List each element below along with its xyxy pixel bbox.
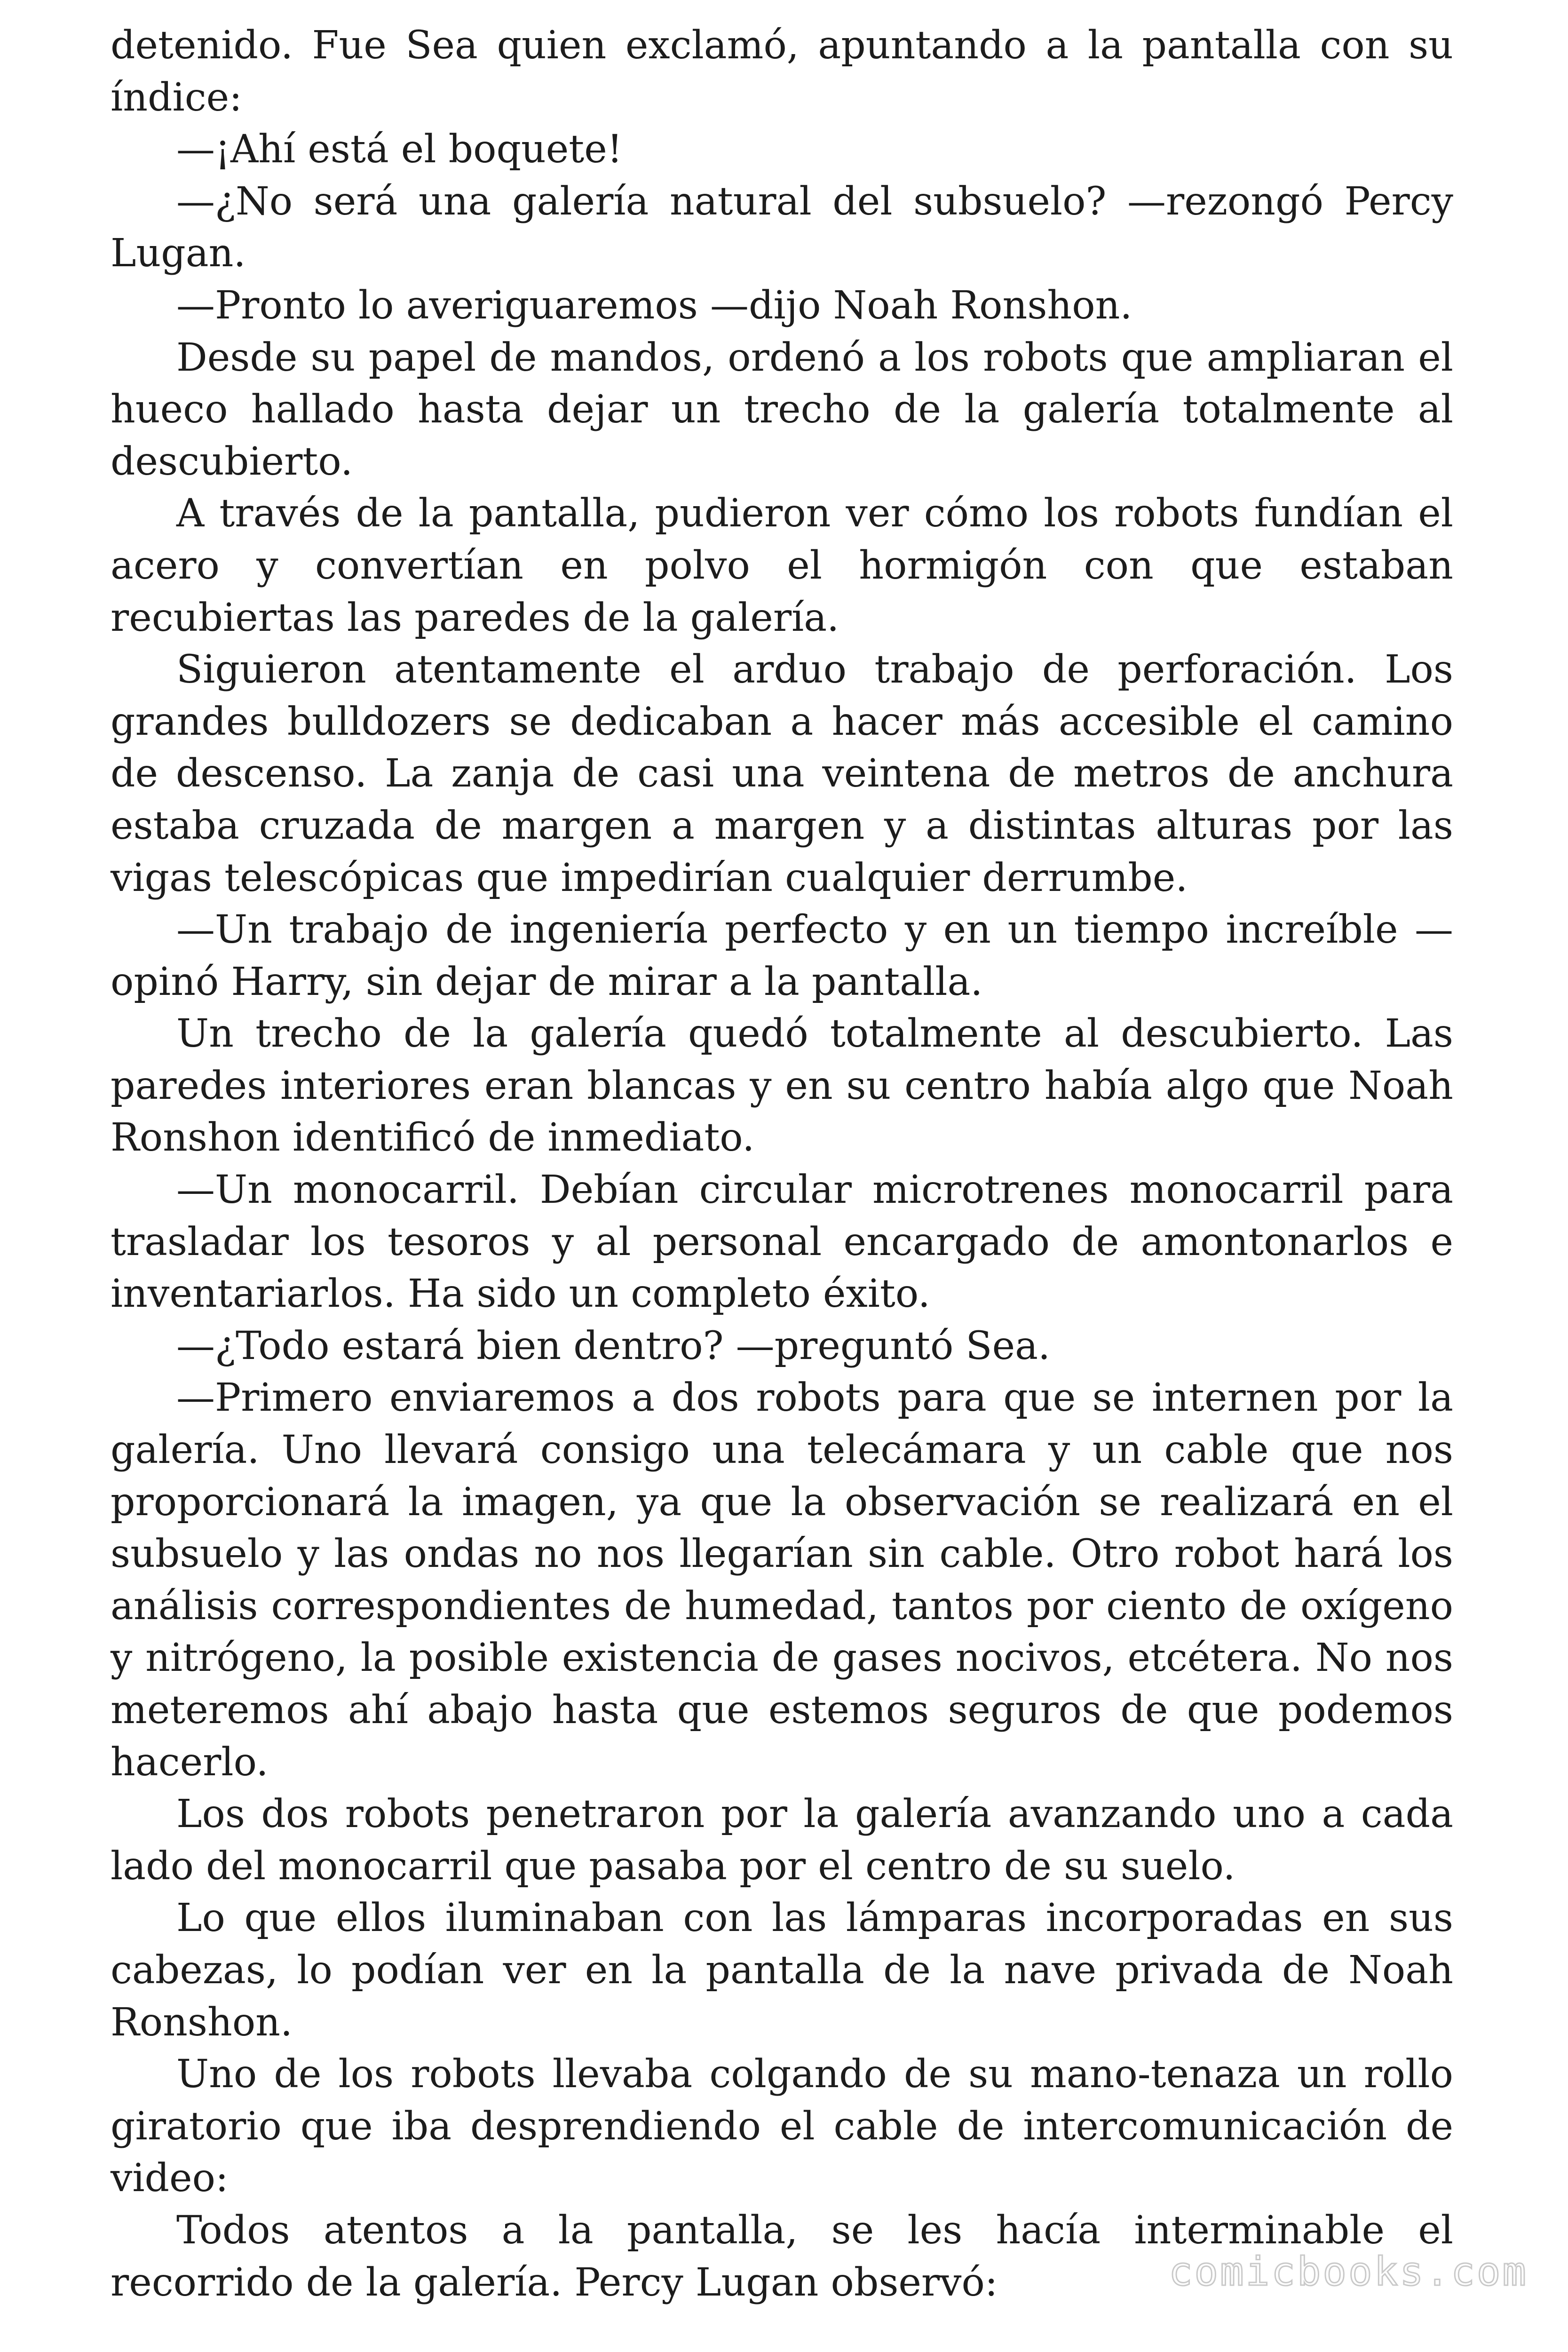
dialogue-paragraph: —¿No será una galería natural del subsuelo? —rezongó Percy Lugan. — [111, 179, 1453, 276]
narrative-paragraph: A través de la pantalla, pudieron ver cómo los robots fundían el acero y convertían en polvo el hormigón con que estaban recubiertas las paredes de la galería. — [111, 491, 1453, 640]
narrative-paragraph: Uno de los robots llevaba colgando de su mano-tenaza un rollo giratorio que iba desprendiendo el cable de intercomunicación de video: — [111, 2052, 1453, 2201]
paragraph-continuation: detenido. Fue Sea quien exclamó, apuntando a la pantalla con su índice: — [111, 23, 1453, 120]
dialogue-paragraph: —¿Todo estará bien dentro? —preguntó Sea. — [176, 1323, 1051, 1368]
dialogue-paragraph: —¡Ahí está el boquete! — [176, 127, 623, 172]
book-page-text — [111, 20, 1453, 2309]
dialogue-paragraph: —Un trabajo de ingeniería perfecto y en un tiempo increíble —opinó Harry, sin dejar de mirar a la pantalla. — [111, 907, 1453, 1004]
narrative-paragraph: Un trecho de la galería quedó totalmente al descubierto. Las paredes interiores eran blancas y en su centro había algo que Noah Ronshon identificó de inmediato. — [111, 1011, 1453, 1160]
narrative-paragraph: Los dos robots penetraron por la galería avanzando uno a cada lado del monocarril que pasaba por el centro de su suelo. — [111, 1792, 1453, 1889]
narrative-paragraph: Siguieron atentamente el arduo trabajo de perforación. Los grandes bulldozers se dedicaban a hacer más accesible el camino de descenso. La zanja de casi una veintena de metros de anchura estaba cruzada de margen a margen y a distintas alturas por las vigas telescópicas que impedirían cualquier derrumbe. — [111, 647, 1453, 900]
dialogue-paragraph: —Pronto lo averiguaremos —dijo Noah Ronshon. — [176, 283, 1132, 328]
dialogue-paragraph: —Un monocarril. Debían circular microtrenes monocarril para trasladar los tesoros y al personal encargado de amontonarlos e inventariarlos. Ha sido un completo éxito. — [111, 1168, 1453, 1317]
narrative-paragraph: Lo que ellos iluminaban con las lámparas incorporadas en sus cabezas, lo podían ver en la pantalla de la nave privada de Noah Ronshon. — [111, 1896, 1453, 2045]
narrative-paragraph: Todos atentos a la pantalla, se les hacía interminable el recorrido de la galería. Percy Lugan observó: — [111, 2208, 1453, 2305]
dialogue-paragraph: —Primero enviaremos a dos robots para que se internen por la galería. Uno llevará consigo una telecámara y un cable que nos proporcionará la imagen, ya que la observación se realizará en el subsuelo y las ondas no nos llegarían sin cable. Otro robot hará los análisis correspondientes de humedad, tantos por ciento de oxígeno y nitrógeno, la posible existencia de gases nocivos, etcétera. No nos meteremos ahí abajo hasta que estemos seguros de que podemos hacerlo. — [111, 1375, 1453, 1785]
narrative-paragraph: Desde su papel de mandos, ordenó a los robots que ampliaran el hueco hallado hasta dejar un trecho de la galería totalmente al descubierto. — [111, 335, 1453, 484]
site-watermark: comicbooks.com — [1168, 2249, 1528, 2295]
